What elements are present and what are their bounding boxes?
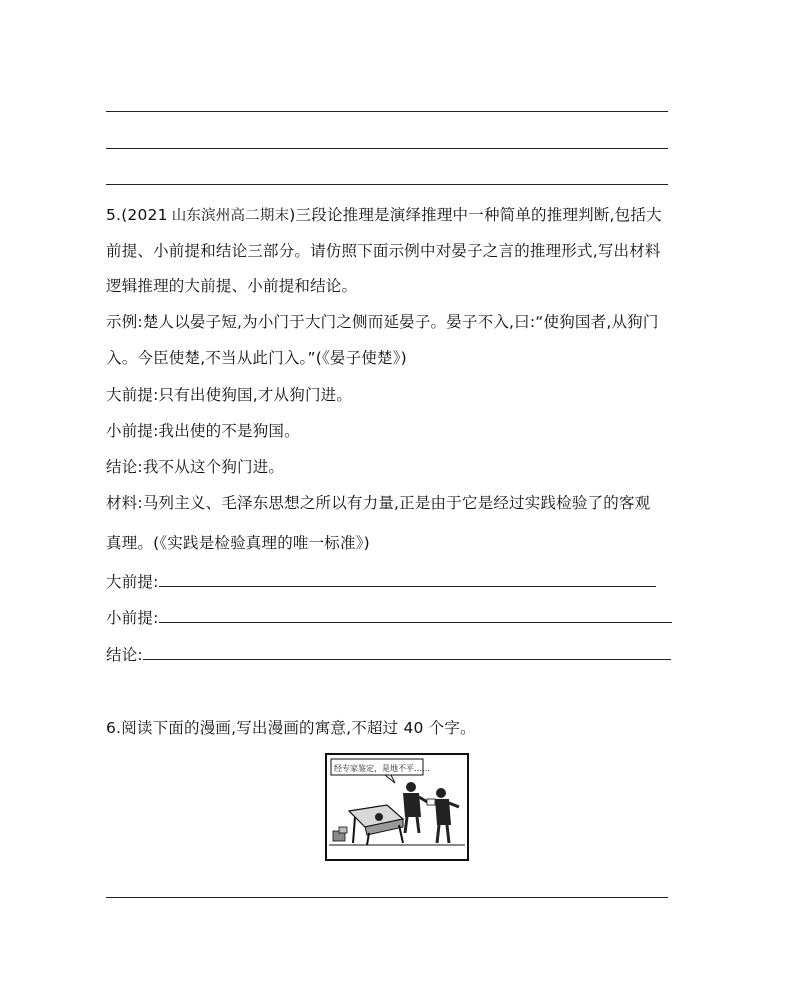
q5-material-line-1: 材料:马列主义、毛泽东思想之所以有力量,正是由于它是经过实践检验了的客观 [106, 494, 651, 512]
answer-line-3[interactable] [106, 184, 668, 185]
q6-answer-line[interactable] [106, 897, 668, 898]
cartoon-image [325, 753, 469, 861]
answer-major-blank[interactable] [159, 570, 656, 587]
q6-prompt: 6.阅读下面的漫画,写出漫画的寓意,不超过 40 个字。 [106, 719, 476, 737]
q5-material-line-2: 真理。(《实践是检验真理的唯一标准》) [106, 534, 370, 552]
q5-example-line-1: 示例:楚人以晏子短,为小门于大门之侧而延晏子。晏子不入,曰:“使狗国者,从狗门 [106, 313, 659, 331]
answer-line-1[interactable] [106, 111, 668, 112]
q5-answer-minor [106, 606, 672, 628]
q5-intro-1: )三段论推理是演绎推理中一种简单的推理判断,包括大 [289, 206, 662, 224]
answer-conclusion-blank[interactable] [143, 643, 671, 660]
q5-example-line-2: 入。今臣使楚,不当从此门入。”(《晏子使楚》) [106, 349, 407, 367]
q5-number: 5.(2021 [106, 206, 168, 224]
q5-answer-conclusion [106, 643, 671, 665]
answer-conclusion-label: 结论: [106, 646, 143, 664]
q5-intro-line-1 [106, 205, 662, 226]
answer-major-label: 大前提: [106, 573, 159, 591]
answer-minor-blank[interactable] [159, 606, 672, 623]
q5-source: 山东滨州高二期末 [171, 208, 290, 224]
q5-major-premise: 大前提:只有出使狗国,才从狗门进。 [106, 386, 353, 404]
q5-answer-major [106, 570, 656, 592]
answer-minor-label: 小前提: [106, 609, 159, 627]
q5-intro-line-2: 前提、小前提和结论三部分。请仿照下面示例中对晏子之言的推理形式,写出材料 [106, 242, 661, 260]
q5-minor-premise: 小前提:我出使的不是狗国。 [106, 422, 300, 440]
answer-line-2[interactable] [106, 148, 668, 149]
q5-intro-line-3: 逻辑推理的大前提、小前提和结论。 [106, 277, 358, 295]
speech-bubble-text: 经专家鉴定，是地不平…… [334, 764, 430, 773]
q5-conclusion: 结论:我不从这个狗门进。 [106, 458, 285, 476]
